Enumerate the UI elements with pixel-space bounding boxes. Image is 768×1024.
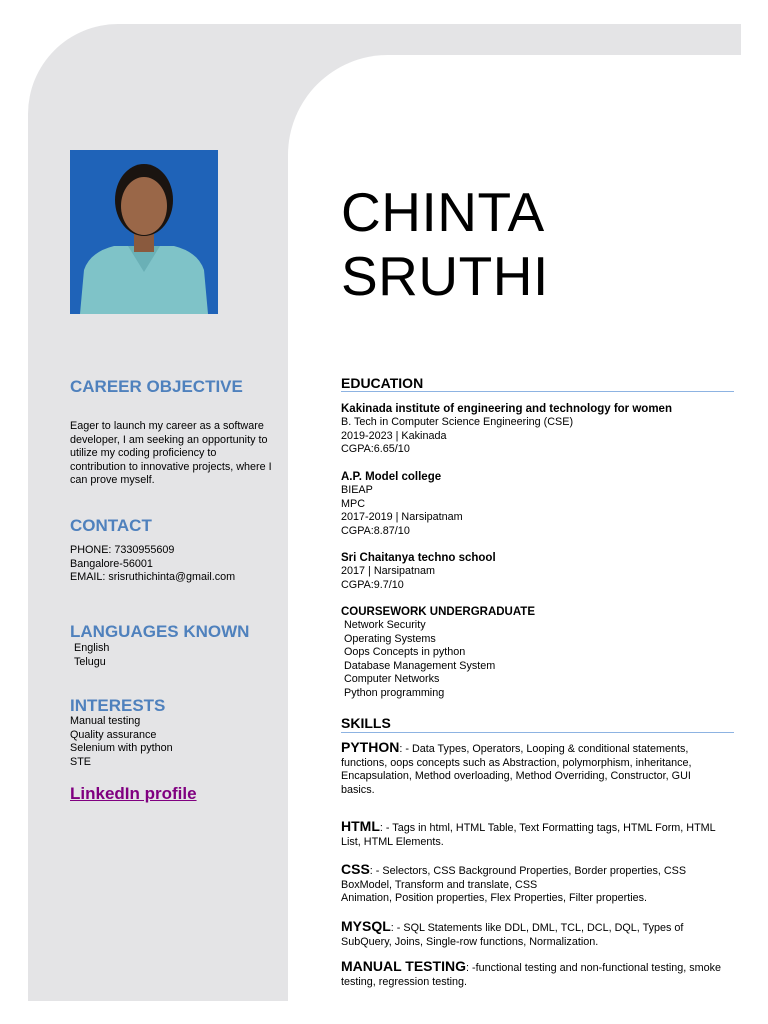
linkedin-profile-link[interactable]: LinkedIn profile xyxy=(70,784,197,803)
contact-heading: CONTACT xyxy=(70,516,152,535)
languages-list: English Telugu xyxy=(74,642,110,668)
education-divider xyxy=(341,391,734,392)
skill-mysql: MYSQL: - SQL Statements like DDL, DML, TCL, DCL, DQL, Types of SubQuery, Joins, Single-row functions, Normalization. xyxy=(341,918,684,948)
education-entry: Kakinada institute of engineering and technology for women B. Tech in Computer Science Engineering (CSE) 2019-2023 | Kakinada CGPA:6.65/10 xyxy=(341,403,672,455)
interests-heading: INTERESTS xyxy=(70,696,166,715)
skill-html: HTML: - Tags in html, HTML Table, Text Formatting tags, HTML Form, HTML List, HTML Elements. xyxy=(341,818,716,848)
first-name: CHINTA xyxy=(341,181,545,243)
career-objective-text: Eager to launch my career as a software developer, I am seeking an opportunity to utilize my coding proficiency to contribution to innovative projects, where I can prove myself. xyxy=(70,420,272,486)
skill-manual-testing: MANUAL TESTING: -functional testing and non-functional testing, smoke testing, regression testing. xyxy=(341,958,722,988)
candidate-name xyxy=(341,180,549,308)
education-entry: A.P. Model college BIEAP MPC 2017-2019 | Narsipatnam CGPA:8.87/10 xyxy=(341,471,463,537)
skills-heading: SKILLS xyxy=(341,715,391,731)
education-entry: Sri Chaitanya techno school 2017 | Narsipatnam CGPA:9.7/10 xyxy=(341,552,496,591)
languages-heading: LANGUAGES KNOWN xyxy=(70,622,250,641)
contact-info: PHONE: 7330955609 Bangalore-56001 EMAIL: srisruthichinta@gmail.com xyxy=(70,544,236,583)
skill-python: PYTHON: - Data Types, Operators, Looping & conditional statements, functions, oops concepts such as Abstraction, polymorphism, inheritance, Encapsulation, Method overloading, Method Overriding, Constructor, GUI basics. xyxy=(341,739,692,796)
skill-css: CSS: - Selectors, CSS Background Properties, Border properties, CSS BoxModel, Transform and translate, CSS Animation, Position properties, Flex Properties, Filter properties. xyxy=(341,861,687,904)
last-name: SRUTHI xyxy=(341,245,549,307)
career-objective-heading: CAREER OBJECTIVE xyxy=(70,377,243,396)
profile-photo xyxy=(70,150,218,314)
education-heading: EDUCATION xyxy=(341,375,424,391)
skills-divider xyxy=(341,732,734,733)
coursework-heading: COURSEWORK UNDERGRADUATE xyxy=(341,606,536,618)
interests-list: Manual testing Quality assurance Selenium with python STE xyxy=(70,715,173,768)
coursework-section: COURSEWORK UNDERGRADUATE Network Security Operating Systems Oops Concepts in python Database Management System Computer Networks Python programming xyxy=(341,605,741,700)
